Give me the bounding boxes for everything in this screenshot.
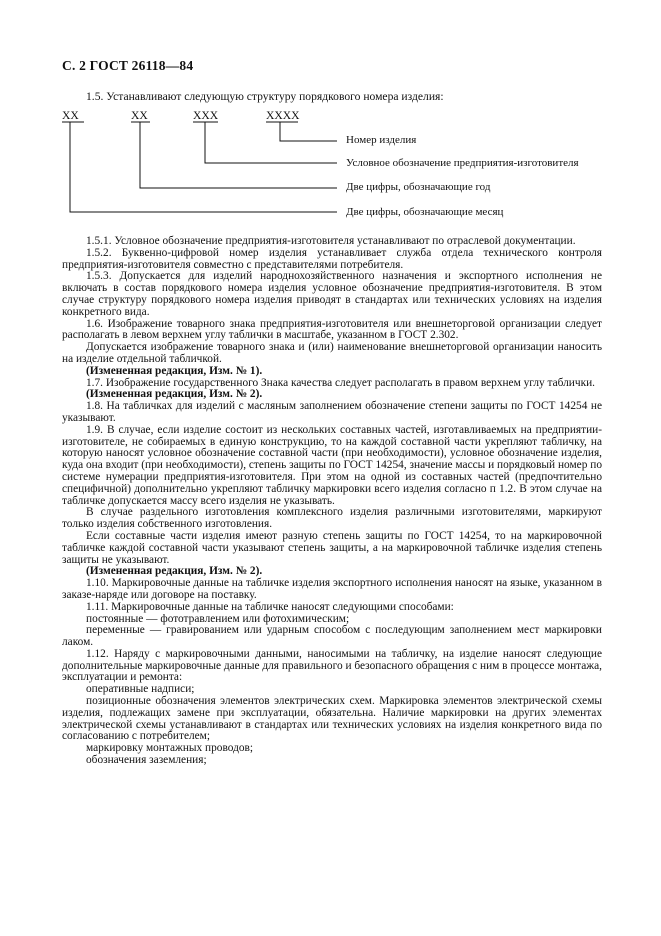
label-product-number: Номер изделия xyxy=(346,134,417,146)
code-manufacturer: XXX xyxy=(193,109,219,122)
paragraph: 1.12. Наряду с маркировочными данными, наносимыми на табличку, на изделие наносят следующие дополнительные маркировочные данные для правильного и безопасного обращения с ним в процессе монтажа, эксплуатации и ремонта: xyxy=(62,647,602,684)
diagram-lines xyxy=(0,0,661,260)
paragraph: 1.7. Изображение государственного Знака качества следует располагать в правом верхнем углу таблички. xyxy=(86,376,595,389)
leader-month xyxy=(70,122,337,212)
list-item: обозначения заземления; xyxy=(86,754,207,767)
document-body xyxy=(62,236,602,767)
amendment-note: (Измененная редакция, Изм. № 2). xyxy=(86,565,263,578)
paragraph: 1.11. Маркировочные данные на табличке наносят следующими способами: xyxy=(86,600,454,613)
amendment-note: (Измененная редакция, Изм. № 1). xyxy=(86,364,263,377)
list-item: оперативные надписи; xyxy=(86,683,195,696)
label-manufacturer: Условное обозначение предприятия-изготовителя xyxy=(346,157,579,169)
label-month: Две цифры, обозначающие месяц xyxy=(346,206,504,218)
leader-product-number xyxy=(280,122,337,141)
paragraph: 1.8. На табличках для изделий с масляным заполнением обозначение степени защиты по ГОСТ 14254 не указывают. xyxy=(62,400,602,424)
section-1-5-intro: 1.5. Устанавливают следующую структуру порядкового номера изделия: xyxy=(86,90,444,103)
paragraph: 1.5.2. Буквенно-цифровой номер изделия устанавливает служба отдела технического контроля предприятия-изготовителя совместно с представителями потребителя. xyxy=(62,246,602,271)
paragraph: 1.6. Изображение товарного знака предприятия-изготовителя или внешнеторговой организации следует располагать в левом верхнем углу таблички в масштабе, указанном в ГОСТ 2.302. xyxy=(62,317,602,342)
paragraph: 1.5.1. Условное обозначение предприятия-изготовителя устанавливают по отраслевой документации. xyxy=(86,235,576,247)
paragraph: 1.9. В случае, если изделие состоит из нескольких составных частей, изготавливаемых на предприятии-изготовителе, не собираемых в единую конструкцию, то на каждой составной части укрепляют табличку, на которую наносят условное обозначение составной части (при необходимости), условное обозначение изделия, куда она входит (при необходимости), степень защиты по ГОСТ 14254, значение массы и порядковый номер по системе нумерации предприятия-изготовителя. При этом на одной из составных частей (предпочтительно специфичной) дополнительно укрепляют табличку маркировки всего изделия согласно п 1.2. В этом случае на табличке допускается массу всего изделия не указывать. xyxy=(62,423,602,507)
code-product-number: XXXX xyxy=(266,109,300,122)
paragraph: В случае раздельного изготовления комплексного изделия различными изготовителями, маркируют только изделия собственного изготовления. xyxy=(62,506,602,531)
serial-number-structure-diagram xyxy=(0,0,661,260)
code-month: XX xyxy=(62,109,79,122)
paragraph: Если составные части изделия имеют разную степень защиты по ГОСТ 14254, то на маркировочной табличке каждой составной части указывают степень защиты, а на маркировочной табличке изделия степень защиты не указывают. xyxy=(62,529,602,566)
list-item: постоянные — фототравлением или фотохимическим; xyxy=(86,612,350,625)
list-item: позиционные обозначения элементов электрических схем. Маркировка элементов электрической схемы изделия, подлежащих замене при эксплуатации, обязательна. Наличие маркировки на других элементах электрической схемы устанавливают в стандартах или технических условиях на изделия конкретного вида по согласованию с потребителем; xyxy=(62,695,602,743)
paragraph: Допускается изображение товарного знака и (или) наименование внешнеторговой организации наносить на изделие отдельной табличкой. xyxy=(62,341,602,365)
page-header: С. 2 ГОСТ 26118—84 xyxy=(62,58,194,73)
amendment-note: (Измененная редакция, Изм. № 2). xyxy=(86,388,263,401)
leader-year xyxy=(140,122,337,188)
leader-manufacturer xyxy=(205,122,337,163)
list-item: переменные — гравированием или ударным способом с последующим заполнением мест маркировки лаком. xyxy=(62,624,602,649)
label-year: Две цифры, обозначающие год xyxy=(346,181,491,193)
paragraph: 1.10. Маркировочные данные на табличке изделия экспортного исполнения наносят на языке, указанном в заказе-наряде или договоре на поставку. xyxy=(62,577,602,601)
paragraph: 1.5.3. Допускается для изделий народнохозяйственного назначения и экспортного исполнения не включать в состав порядкового номера изделия условное обозначение предприятия-изготовителя. В этом случае структуру порядкового номера изделия приводят в стандартах или технических условиях на изделия конкретного вида. xyxy=(62,270,602,318)
list-item: маркировку монтажных проводов; xyxy=(86,742,254,755)
code-year: XX xyxy=(131,109,148,122)
